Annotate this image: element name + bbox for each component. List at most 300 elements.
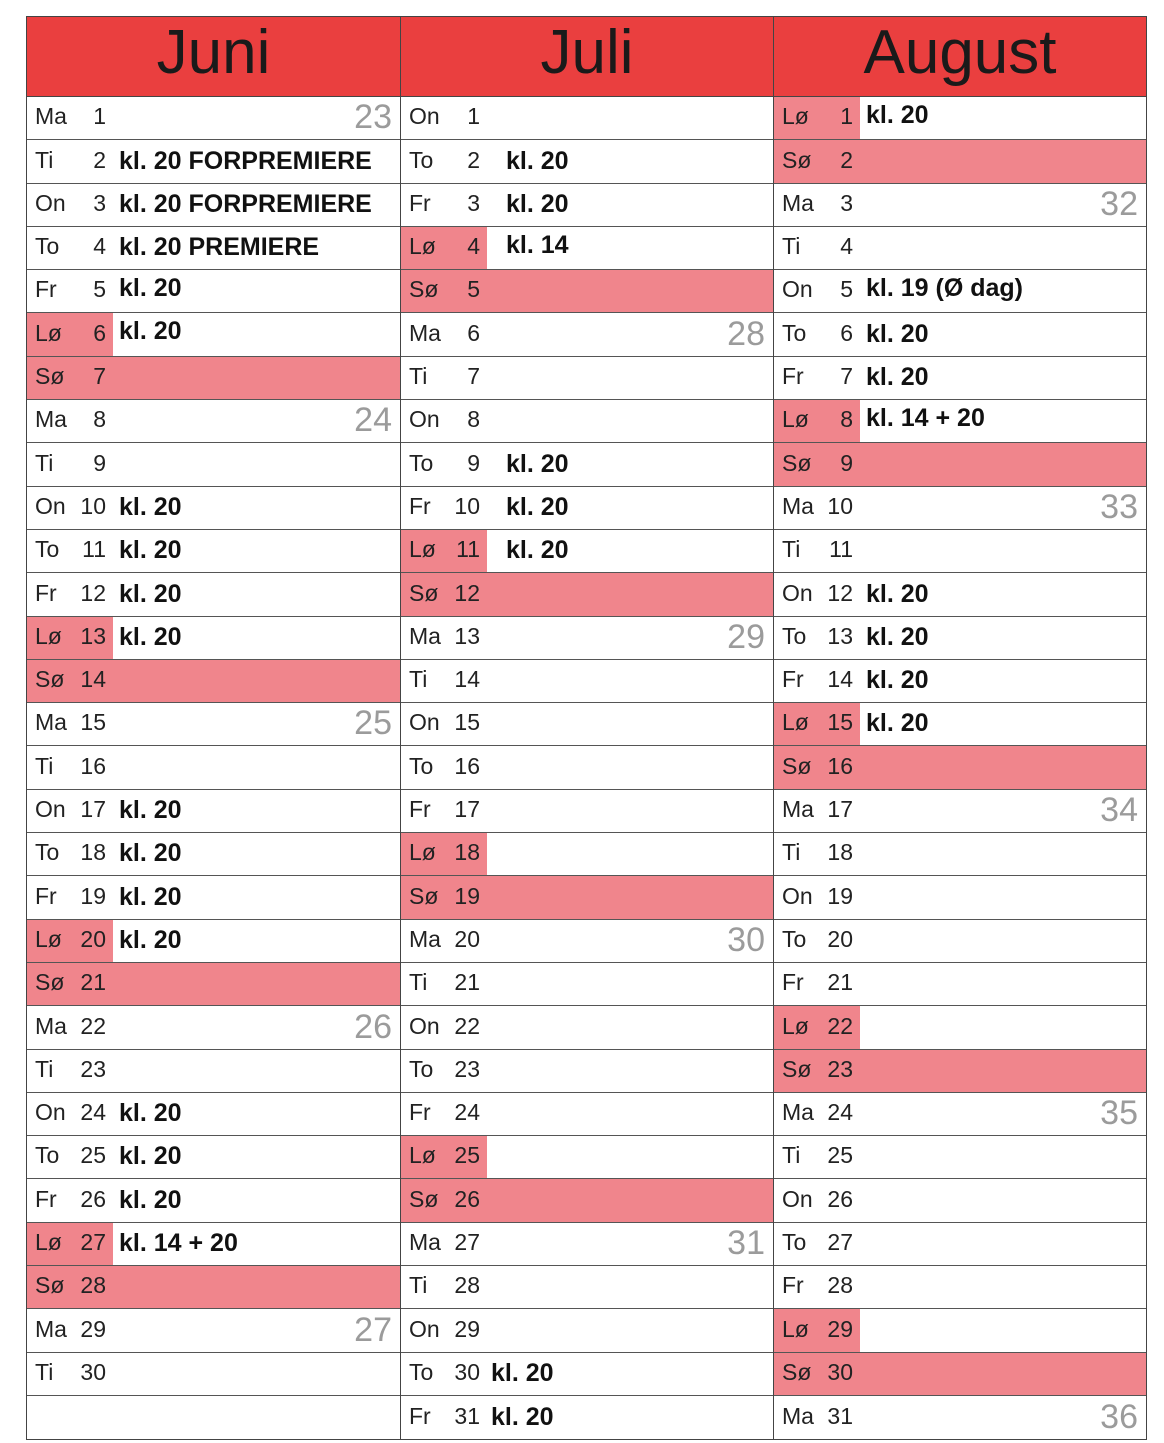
weekday-name: On: [409, 1012, 440, 1039]
day-number: 30: [827, 1358, 853, 1385]
day-number: 12: [454, 579, 480, 606]
weekday-name: To: [409, 1358, 434, 1385]
weekday-name: To: [35, 536, 60, 563]
week-number: 26: [354, 1007, 392, 1046]
weekday-name: Sø: [409, 579, 439, 606]
day-number: 19: [454, 882, 480, 909]
day-number: 14: [827, 666, 853, 693]
event-time: kl. 20: [119, 622, 182, 651]
day-row: [401, 1006, 773, 1049]
day-number: 5: [467, 276, 480, 303]
week-number: 30: [727, 920, 765, 959]
day-row: [774, 790, 1146, 833]
event-time: kl. 20: [119, 882, 182, 911]
weekday-name: Ma: [782, 492, 814, 519]
day-number: 8: [467, 406, 480, 433]
day-row: [774, 443, 1146, 486]
day-number: 13: [454, 622, 480, 649]
day-row: [774, 313, 1146, 356]
day-row: [401, 1093, 773, 1136]
weekday-name: Ti: [35, 449, 54, 476]
day-row: [27, 1050, 400, 1093]
month-header: [27, 17, 400, 97]
month-name: Juni: [156, 18, 271, 87]
day-row: [774, 1309, 1146, 1352]
day-number: 28: [80, 1272, 106, 1299]
day-number: 27: [454, 1229, 480, 1256]
day-number: 16: [827, 752, 853, 779]
day-row: [27, 1266, 400, 1309]
day-row: [27, 703, 400, 746]
week-number: 35: [1100, 1094, 1138, 1133]
day-row: [774, 400, 1146, 443]
weekday-name: Fr: [35, 579, 57, 606]
weekday-name: Ti: [409, 1272, 428, 1299]
day-row: [774, 530, 1146, 573]
day-row: [401, 790, 773, 833]
day-number: 11: [456, 536, 480, 563]
month-header: [774, 17, 1146, 97]
day-number: 22: [454, 1012, 480, 1039]
day-number: 2: [840, 146, 853, 173]
day-row: [27, 573, 400, 616]
week-number: 33: [1100, 487, 1138, 526]
event-time: kl. 20: [866, 579, 929, 608]
event-time: kl. 20 PREMIERE: [119, 233, 320, 262]
weekday-name: On: [35, 796, 66, 823]
weekday-name: On: [409, 406, 440, 433]
event-time: kl. 20: [491, 1403, 554, 1432]
weekday-name: To: [35, 839, 60, 866]
event-time: kl. 19 (Ø dag): [866, 274, 1023, 303]
event-time: kl. 20: [119, 1142, 182, 1171]
day-row: [774, 703, 1146, 746]
weekday-name: Ma: [35, 406, 67, 433]
week-number: 29: [727, 617, 765, 656]
event-time: kl. 20 FORPREMIERE: [119, 146, 372, 175]
day-row: [401, 487, 773, 530]
day-number: 24: [80, 1099, 106, 1126]
day-row: [27, 746, 400, 789]
weekday-name: Fr: [782, 363, 804, 390]
day-number: 4: [467, 233, 480, 260]
weekday-name: Lø: [35, 622, 62, 649]
day-number: 20: [80, 925, 106, 952]
day-number: 27: [827, 1229, 853, 1256]
day-row: [27, 1353, 400, 1396]
day-number: 15: [827, 709, 853, 736]
day-number: 5: [840, 276, 853, 303]
day-row: [401, 184, 773, 227]
weekday-name: Lø: [782, 406, 809, 433]
day-number: 12: [80, 579, 106, 606]
weekday-name: Ma: [35, 1315, 67, 1342]
day-row: [774, 660, 1146, 703]
weekday-name: Sø: [35, 666, 65, 693]
weekday-name: Sø: [409, 1185, 439, 1212]
day-row: [774, 1353, 1146, 1396]
month-column-august: [773, 17, 1146, 1439]
day-row: [27, 1396, 400, 1439]
weekday-name: To: [782, 925, 807, 952]
day-number: 26: [80, 1185, 106, 1212]
weekday-name: Ma: [35, 103, 67, 130]
day-row: [401, 140, 773, 183]
event-time: kl. 20: [866, 363, 929, 392]
day-row: [401, 617, 773, 660]
weekday-name: Fr: [782, 666, 804, 693]
day-row: [27, 227, 400, 270]
day-number: 14: [454, 666, 480, 693]
day-number: 17: [454, 796, 480, 823]
event-time: kl. 20: [119, 1099, 182, 1128]
day-row: [27, 400, 400, 443]
day-row: [401, 1396, 773, 1439]
day-number: 10: [80, 492, 106, 519]
day-row: [774, 963, 1146, 1006]
weekday-name: To: [782, 319, 807, 346]
event-time: kl. 20: [491, 1358, 554, 1387]
week-number: 23: [354, 98, 392, 137]
weekday-name: Ma: [409, 925, 441, 952]
weekday-name: To: [409, 449, 434, 476]
calendar-table: [26, 16, 1147, 1440]
weekday-name: To: [409, 1055, 434, 1082]
day-number: 10: [827, 492, 853, 519]
event-time: kl. 20: [866, 622, 929, 651]
day-number: 18: [827, 839, 853, 866]
event-time: kl. 20: [866, 101, 929, 129]
weekday-name: Lø: [35, 1229, 62, 1256]
weekday-name: Lø: [35, 319, 62, 346]
day-row: [27, 920, 400, 963]
event-time: kl. 20: [866, 666, 929, 695]
event-time: kl. 20: [506, 146, 569, 175]
week-number: 32: [1100, 184, 1138, 223]
event-time: kl. 14 + 20: [119, 1229, 238, 1258]
day-number: 29: [827, 1315, 853, 1342]
weekday-name: Fr: [35, 276, 57, 303]
weekday-name: On: [409, 1315, 440, 1342]
weekday-name: Fr: [782, 1272, 804, 1299]
weekday-name: Sø: [782, 146, 812, 173]
day-row: [774, 1396, 1146, 1439]
weekday-name: Fr: [35, 1185, 57, 1212]
day-number: 4: [93, 233, 106, 260]
month-column-juni: [27, 17, 400, 1439]
day-number: 19: [80, 882, 106, 909]
day-number: 11: [82, 536, 106, 563]
day-row: [401, 703, 773, 746]
day-number: 15: [454, 709, 480, 736]
event-time: kl. 20: [119, 536, 182, 565]
day-row: [27, 963, 400, 1006]
day-row: [774, 270, 1146, 313]
weekday-name: Lø: [782, 103, 809, 130]
day-number: 16: [454, 752, 480, 779]
day-number: 30: [80, 1358, 106, 1385]
event-time: kl. 20: [119, 579, 182, 608]
weekday-name: Ti: [409, 666, 428, 693]
weekday-name: Lø: [409, 1142, 436, 1169]
weekday-name: Ma: [409, 1229, 441, 1256]
day-number: 18: [454, 839, 480, 866]
event-time: kl. 20: [866, 319, 929, 348]
day-row: [401, 97, 773, 140]
day-number: 7: [93, 363, 106, 390]
weekday-name: Sø: [35, 1272, 65, 1299]
day-number: 29: [80, 1315, 106, 1342]
weekday-name: Ma: [782, 796, 814, 823]
day-number: 31: [827, 1403, 853, 1430]
day-row: [774, 140, 1146, 183]
weekday-name: Lø: [409, 233, 436, 260]
weekday-name: Ti: [35, 1358, 54, 1385]
day-number: 9: [840, 449, 853, 476]
day-row: [774, 184, 1146, 227]
day-number: 12: [827, 579, 853, 606]
day-number: 26: [454, 1185, 480, 1212]
weekday-name: To: [35, 1142, 60, 1169]
weekday-name: Fr: [409, 796, 431, 823]
day-number: 1: [840, 103, 853, 130]
weekday-name: Sø: [409, 276, 439, 303]
day-row: [774, 97, 1146, 140]
day-row: [27, 1179, 400, 1222]
weekday-name: Ma: [782, 189, 814, 216]
weekday-name: Fr: [35, 882, 57, 909]
weekday-name: Ti: [35, 1055, 54, 1082]
event-time: kl. 20: [119, 839, 182, 868]
weekday-name: To: [782, 1229, 807, 1256]
day-number: 6: [840, 319, 853, 346]
day-number: 22: [827, 1012, 853, 1039]
event-time: kl. 20: [866, 709, 929, 738]
day-number: 13: [827, 622, 853, 649]
weekday-name: Sø: [782, 1055, 812, 1082]
day-number: 13: [80, 622, 106, 649]
day-row: [27, 443, 400, 486]
day-number: 18: [80, 839, 106, 866]
day-row: [27, 1006, 400, 1049]
day-number: 21: [827, 969, 853, 996]
weekday-name: To: [782, 622, 807, 649]
weekday-name: On: [35, 189, 66, 216]
day-number: 20: [827, 925, 853, 952]
day-row: [401, 746, 773, 789]
day-row: [401, 530, 773, 573]
day-number: 17: [80, 796, 106, 823]
day-number: 3: [467, 189, 480, 216]
day-row: [27, 97, 400, 140]
weekday-name: To: [35, 233, 60, 260]
weekday-name: Ti: [782, 536, 801, 563]
day-row: [27, 790, 400, 833]
weekday-name: Lø: [782, 709, 809, 736]
day-number: 28: [454, 1272, 480, 1299]
day-row: [774, 1006, 1146, 1049]
weekday-name: Ma: [35, 709, 67, 736]
day-row: [774, 573, 1146, 616]
day-row: [27, 140, 400, 183]
weekday-name: On: [782, 1185, 813, 1212]
weekday-name: Sø: [782, 1358, 812, 1385]
day-row: [401, 357, 773, 400]
day-row: [27, 876, 400, 919]
day-number: 17: [827, 796, 853, 823]
day-row: [27, 313, 400, 356]
day-row: [401, 1266, 773, 1309]
weekday-name: On: [782, 882, 813, 909]
day-row: [27, 833, 400, 876]
day-row: [401, 443, 773, 486]
weekday-name: Lø: [35, 925, 62, 952]
event-time: kl. 20: [119, 925, 182, 954]
day-number: 6: [467, 319, 480, 346]
day-row: [401, 660, 773, 703]
day-row: [27, 270, 400, 313]
day-row: [774, 487, 1146, 530]
weekday-name: Ti: [782, 1142, 801, 1169]
day-row: [27, 1136, 400, 1179]
day-number: 3: [93, 189, 106, 216]
weekday-name: Fr: [409, 189, 431, 216]
day-row: [774, 833, 1146, 876]
event-time: kl. 20: [119, 317, 182, 346]
day-row: [401, 963, 773, 1006]
day-number: 27: [80, 1229, 106, 1256]
week-number: 27: [354, 1310, 392, 1349]
weekday-name: Lø: [409, 536, 436, 563]
day-number: 31: [454, 1403, 480, 1430]
day-number: 4: [840, 233, 853, 260]
day-number: 24: [454, 1099, 480, 1126]
day-row: [27, 184, 400, 227]
weekday-name: To: [409, 146, 434, 173]
weekday-name: Sø: [35, 969, 65, 996]
day-row: [401, 920, 773, 963]
day-row: [774, 1266, 1146, 1309]
weekday-name: Ti: [409, 969, 428, 996]
day-number: 23: [827, 1055, 853, 1082]
day-row: [774, 1179, 1146, 1222]
weekday-name: Sø: [409, 882, 439, 909]
week-number: 28: [727, 314, 765, 353]
weekday-name: Sø: [782, 449, 812, 476]
day-row: [774, 357, 1146, 400]
day-number: 8: [840, 406, 853, 433]
weekday-name: Ma: [782, 1099, 814, 1126]
day-row: [774, 227, 1146, 270]
day-row: [774, 1223, 1146, 1266]
weekday-name: Fr: [409, 492, 431, 519]
day-row: [27, 357, 400, 400]
day-number: 15: [80, 709, 106, 736]
weekday-name: Ti: [782, 233, 801, 260]
day-row: [27, 487, 400, 530]
weekday-name: Fr: [782, 969, 804, 996]
day-row: [774, 876, 1146, 919]
event-time: kl. 20: [506, 536, 569, 565]
weekday-name: Ti: [35, 146, 54, 173]
day-number: 26: [827, 1185, 853, 1212]
month-name: August: [863, 18, 1057, 87]
weekday-name: Ma: [35, 1012, 67, 1039]
day-number: 22: [80, 1012, 106, 1039]
day-number: 6: [93, 319, 106, 346]
weekday-name: To: [409, 752, 434, 779]
day-number: 25: [80, 1142, 106, 1169]
day-row: [401, 1223, 773, 1266]
weekday-name: On: [782, 276, 813, 303]
event-time: kl. 20: [119, 274, 182, 303]
day-number: 10: [454, 492, 480, 519]
weekday-name: Ti: [782, 839, 801, 866]
day-number: 9: [93, 449, 106, 476]
day-row: [27, 530, 400, 573]
event-time: kl. 20: [506, 189, 569, 218]
day-number: 7: [840, 363, 853, 390]
day-number: 19: [827, 882, 853, 909]
week-number: 36: [1100, 1398, 1138, 1437]
day-row: [27, 660, 400, 703]
weekday-name: Ti: [409, 363, 428, 390]
weekday-name: Lø: [782, 1012, 809, 1039]
day-number: 1: [467, 103, 480, 130]
event-time: kl. 20: [506, 492, 569, 521]
event-time: kl. 14: [506, 230, 569, 259]
weekday-name: Ma: [409, 319, 441, 346]
day-number: 23: [454, 1055, 480, 1082]
day-row: [401, 1309, 773, 1352]
weekday-name: On: [35, 492, 66, 519]
day-number: 30: [454, 1358, 480, 1385]
day-number: 3: [840, 189, 853, 216]
day-number: 8: [93, 406, 106, 433]
day-row: [401, 1179, 773, 1222]
day-row: [401, 400, 773, 443]
day-number: 5: [93, 276, 106, 303]
week-number: 25: [354, 704, 392, 743]
day-number: 16: [80, 752, 106, 779]
day-number: 21: [80, 969, 106, 996]
day-row: [27, 1093, 400, 1136]
day-row: [401, 876, 773, 919]
weekday-name: Lø: [409, 839, 436, 866]
day-row: [401, 1136, 773, 1179]
weekday-name: Ma: [409, 622, 441, 649]
day-number: 29: [454, 1315, 480, 1342]
weekday-name: Lø: [782, 1315, 809, 1342]
day-row: [401, 1050, 773, 1093]
day-number: 2: [93, 146, 106, 173]
day-row: [401, 313, 773, 356]
day-number: 7: [467, 363, 480, 390]
weekday-name: On: [782, 579, 813, 606]
day-row: [401, 227, 773, 270]
weekday-name: Ti: [35, 752, 54, 779]
day-number: 2: [467, 146, 480, 173]
day-row: [27, 1309, 400, 1352]
day-number: 25: [454, 1142, 480, 1169]
day-row: [774, 920, 1146, 963]
month-name: Juli: [540, 18, 634, 87]
event-time: kl. 20: [119, 1185, 182, 1214]
weekday-name: On: [409, 709, 440, 736]
day-number: 20: [454, 925, 480, 952]
day-row: [774, 617, 1146, 660]
weekday-name: Sø: [35, 363, 65, 390]
